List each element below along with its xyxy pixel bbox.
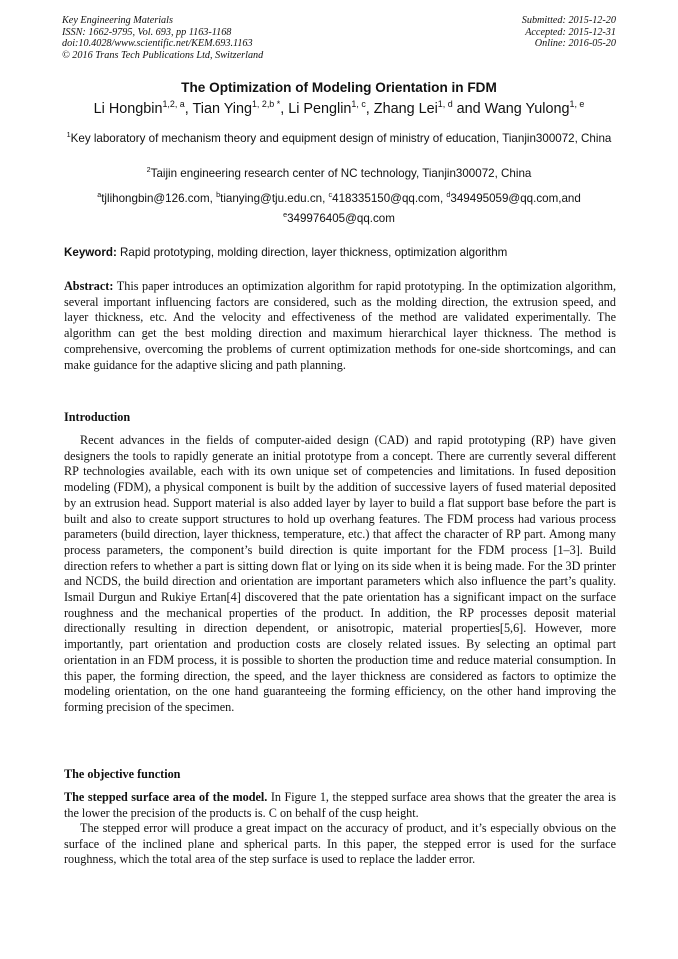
- author-affiliation-mark: 1,2, a: [162, 99, 185, 110]
- email-link[interactable]: 349495059@qq.com,and: [450, 192, 581, 205]
- abstract-text: This paper introduces an optimization algorithm for rapid prototyping. In the optimization algorithm, several important influencing factors are considered, such as the molding direction, the extrusion speed, and layer thickness, etc. And the velocity and effectiveness of the method are validated experimentally. The algorithm can get the best molding direction and maximum hierarchical layer thickness. The method is comprehensive, overcoming the problems of current optimization methods for one-side shortcomings, and can make guidance for the adaptive slicing and path planning.: [64, 279, 616, 372]
- author-affiliation-mark: 1, c: [351, 99, 366, 110]
- objective-paragraph-1: The stepped surface area of the model. In Figure 1, the stepped surface area shows that the greater the area is the lower the precision of the products is. C on behalf of the cusp height.: [64, 790, 616, 820]
- abstract-label: Abstract:: [64, 279, 114, 293]
- keyword-label: Keyword:: [64, 246, 117, 259]
- author-name: Li Penglin: [288, 101, 352, 117]
- introduction-paragraph: Recent advances in the fields of computer-aided design (CAD) and rapid prototyping (RP) have given designers the tools to rapidly generate an initial prototype from a concept. There are currently several different RP technologies available, each with its own unique set of competencies and limitations. In fused deposition modeling (FDM), a physical component is built by the addition of successive layers of fused material deposited by an extrusion head. Support material is also added layer by layer to build a flat support base before the part is built and also to create support structures to hold up overhang features. The FDM process had various process parameters (build direction, layer thickness, temperature, etc.) that affect the character of RP part. Among many process parameters, the component’s build direction is quite important for the FDM process [1–3]. Build direction refers to whether a part is sitting down flat or lying on its side when it is being made. For the 3D printer and NCDS, the build direction and orientation are important parameters which also influence the part’s quality. Ismail Durgun and Rukiye Ertan[4] discovered that the pate orientation has a significant impact on the surface roughness and the mechanical properties of the product. In addition, the RP processes deposit material directionally resulting in direction dependent, or anisotropic, material properties[5,6]. However, more importantly, part orientation and production costs are closely related issues. By selecting an optimal part orientation in an FDM process, it is possible to shorten the production time and reduce material consumption. In this paper, the forming direction, the speed, and the layer thickness are considered as factors to optimize the modeling orientation, on the one hand guaranteeing the forming efficiency, on the other hand improving the forming precision of the specimen.: [64, 433, 616, 714]
- abstract: [64, 279, 616, 373]
- affiliation-2: $^2$Taijin engineering research center of NC technology, Tianjin300072, China: [146, 165, 532, 180]
- email-link[interactable]: 349976405@qq.com: [287, 212, 395, 225]
- author-name: Zhang Lei: [373, 101, 438, 117]
- author-name: Li Hongbin: [93, 101, 163, 117]
- email-link[interactable]: 418335150@qq.com,: [332, 192, 447, 205]
- author-list: Li Hongbin$^{1,2, a}$, Tian Ying$^{1, 2,b *}$, Li Penglin$^{1, c}$, Zhang Lei$^{1, d}$ and Wang Yulong$^{1, e}$: [93, 99, 585, 117]
- email-link[interactable]: tianying@tju.edu.cn,: [220, 192, 329, 205]
- run-in-heading: The stepped surface area of the model.: [64, 790, 268, 804]
- journal-name: Key Engineering Materials: [62, 15, 173, 26]
- online-date: Online: 2016-05-20: [534, 38, 616, 49]
- author-affiliation-mark: 1, 2,b *: [251, 99, 281, 110]
- journal-header-right: [522, 15, 616, 50]
- email-link[interactable]: tjlihongbin@126.com,: [101, 192, 217, 205]
- author-name: Wang Yulong: [484, 101, 570, 117]
- doi-line: doi:10.4028/www.scientific.net/KEM.693.1163: [62, 38, 253, 49]
- keyword-text: Rapid prototyping, molding direction, layer thickness, optimization algorithm: [116, 246, 508, 259]
- keywords: [64, 246, 507, 259]
- copyright-line: © 2016 Trans Tech Publications Ltd, Switzerland: [62, 49, 264, 61]
- section-heading-objective: The objective function: [64, 767, 181, 781]
- affiliation-1: $^1$Key laboratory of mechanism theory and equipment design of ministry of education, Tianjin300072, China: [66, 130, 612, 145]
- author-affiliation-mark: 1, e: [569, 99, 585, 110]
- journal-header-left: [62, 15, 263, 61]
- author-affiliation-mark: 1, d: [437, 99, 453, 110]
- author-name: Tian Ying: [192, 101, 252, 117]
- section-heading-introduction: Introduction: [64, 410, 131, 424]
- submitted-date: Submitted: 2015-12-20: [521, 15, 616, 26]
- author-emails: $^a$tjlihongbin@126.com, $^b$tianying@tju.edu.cn, $^c$418335150@qq.com, $^d$349495059@qq.com,and $^e$349976405@qq.com: [97, 190, 581, 225]
- paper-title: The Optimization of Modeling Orientation in FDM: [181, 80, 497, 95]
- objective-paragraph-2: The stepped error will produce a great impact on the accuracy of product, and it’s especially obvious on the surface of the inclined plane and spherical parts. In this paper, the stepped error is used for the surface roughness, which the total area of the step surface is used to replace the ladder error.: [64, 821, 616, 867]
- accepted-date: Accepted: 2015-12-31: [525, 26, 616, 38]
- issn-line: ISSN: 1662-9795, Vol. 693, pp 1163-1168: [62, 26, 232, 38]
